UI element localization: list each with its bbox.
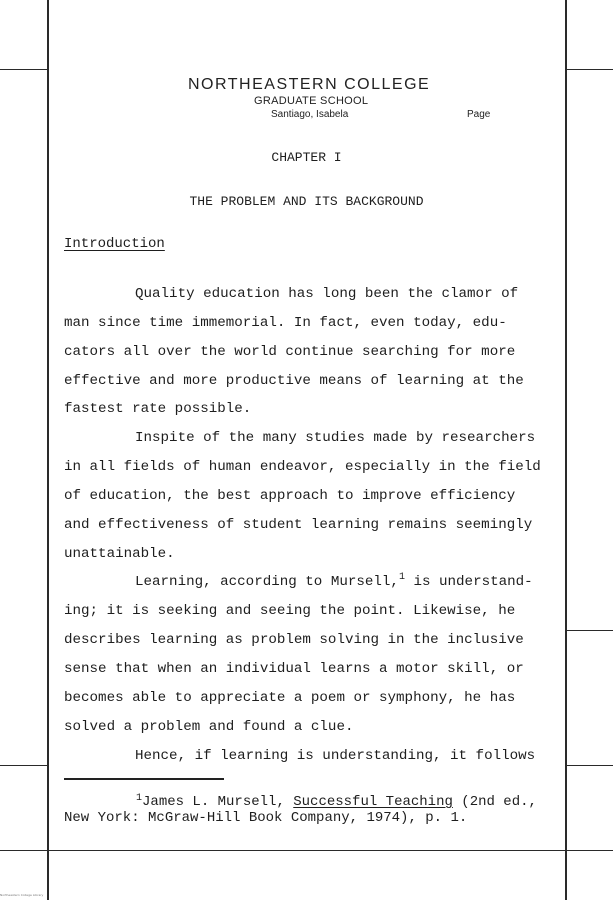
body-line: becomes able to appreciate a poem or symphony, he has xyxy=(64,689,516,706)
body-line: of education, the best approach to improve efficiency xyxy=(64,487,516,504)
mursell-text-before: Learning, according to Mursell, xyxy=(135,574,399,591)
body-line: and effectiveness of student learning remains seemingly xyxy=(64,516,533,533)
bottom-center-rule xyxy=(47,850,567,851)
page-label: Page xyxy=(467,109,491,120)
footnote-line-2: New York: McGraw-Hill Book Company, 1974), p. 1. xyxy=(64,810,468,826)
school-name: GRADUATE SCHOOL xyxy=(254,95,369,107)
section-heading: Introduction xyxy=(64,236,165,252)
top-right-tick xyxy=(567,69,613,70)
footnote-ref: 1 xyxy=(398,572,405,584)
mid-right-tick xyxy=(567,630,613,631)
bottom-left-tick xyxy=(0,850,47,851)
footnote-line-1 xyxy=(64,791,537,810)
body-line: effective and more productive means of learning at the xyxy=(64,372,524,389)
scan-credit: Northeastern College Library xyxy=(0,893,44,897)
body-line: ing; it is seeking and seeing the point. Likewise, he xyxy=(64,603,516,620)
body-line: unattainable. xyxy=(64,545,175,562)
top-left-tick xyxy=(0,69,47,70)
body-line: cators all over the world continue searching for more xyxy=(64,343,516,360)
body-line: fastest rate possible. xyxy=(64,401,252,418)
body-line: Hence, if learning is understanding, it follows xyxy=(135,747,536,764)
mursell-text-after: is understand- xyxy=(404,574,533,591)
chapter-title: THE PROBLEM AND ITS BACKGROUND xyxy=(189,194,424,209)
chapter-number: CHAPTER I xyxy=(271,150,342,165)
body-line-mursell xyxy=(64,568,564,597)
footnote-edition: (2nd ed., xyxy=(452,794,537,810)
school-location: Santiago, Isabela xyxy=(271,109,349,120)
footnote xyxy=(64,791,537,826)
body-line: in all fields of human endeavor, especially in the field xyxy=(64,459,541,476)
college-name: NORTHEASTERN COLLEGE xyxy=(188,76,431,93)
lower-right-tick xyxy=(567,765,613,766)
lower-left-tick xyxy=(0,765,47,766)
footnote-author: James L. Mursell, xyxy=(142,794,294,810)
body-line: sense that when an individual learns a motor skill, or xyxy=(64,660,524,677)
footnote-book-title: Successful Teaching xyxy=(293,794,453,810)
body-text xyxy=(64,280,564,770)
body-line: Quality education has long been the clamor of xyxy=(135,286,519,302)
body-line: man since time immemorial. In fact, even today, edu- xyxy=(64,314,507,331)
footnote-number: 1 xyxy=(136,793,143,804)
body-line: Inspite of the many studies made by researchers xyxy=(135,430,536,447)
bottom-right-tick xyxy=(567,850,613,851)
left-margin-rule xyxy=(47,0,49,900)
body-line: describes learning as problem solving in the inclusive xyxy=(64,632,524,649)
body-line: solved a problem and found a clue. xyxy=(64,718,354,735)
footnote-rule xyxy=(64,778,224,780)
